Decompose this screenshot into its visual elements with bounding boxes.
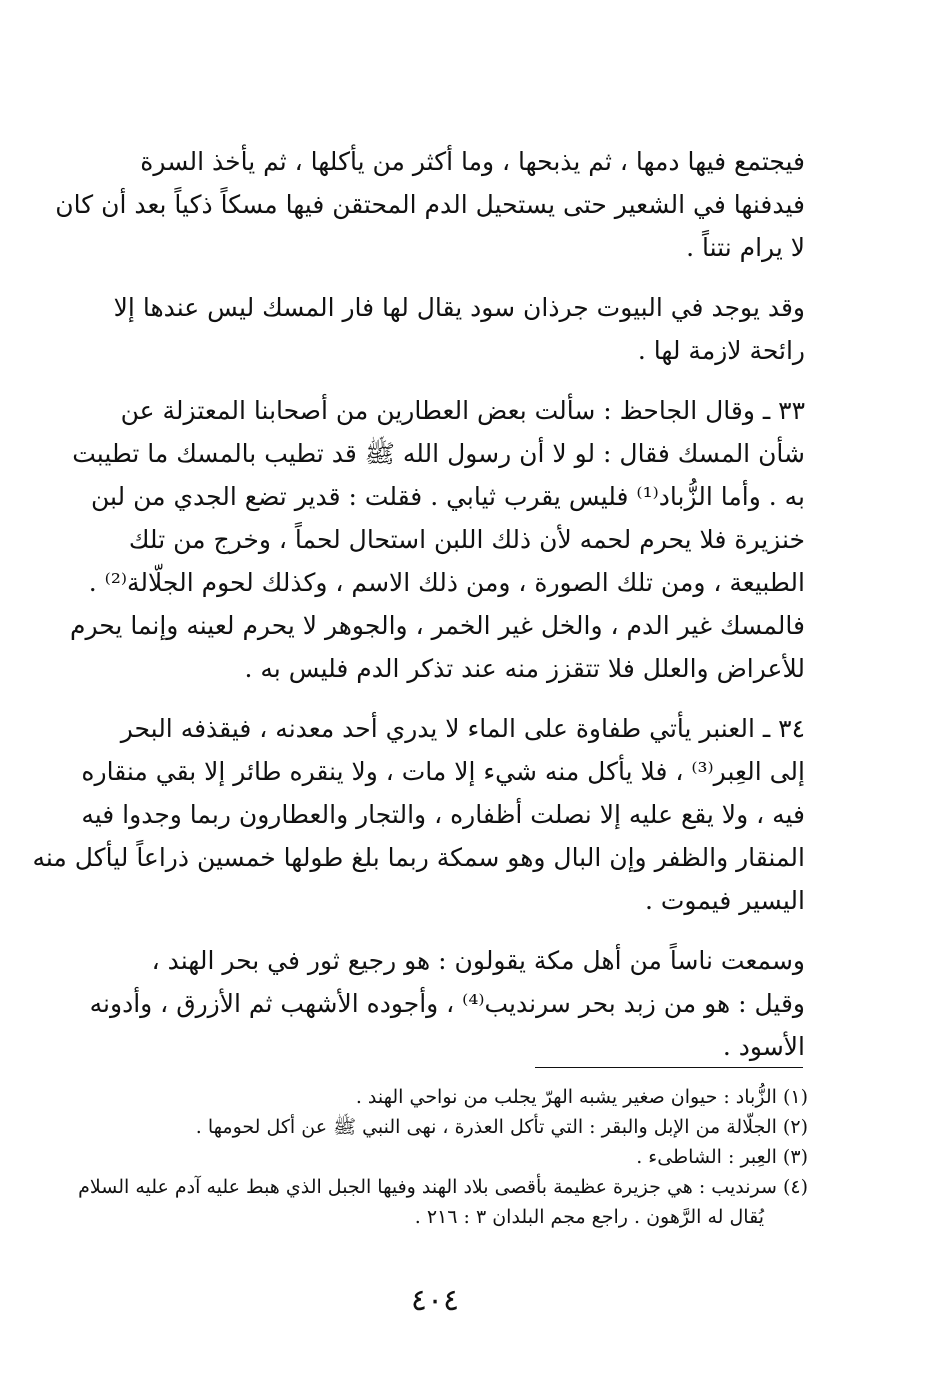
text-line: الأسود .	[722, 1032, 805, 1061]
page-number: ٤٠٤	[410, 1283, 460, 1318]
text-line: المنقار والظفر وإن البال وهو سمكة ربما بلغ طولها خمسين ذراعاً ليأكل منه	[32, 843, 805, 872]
footnote-4: (٤) سرنديب : هي جزيرة عظيمة بأقصى بلاد الهند وفيها الجبل الذي هبط عليه آدم عليه السلام	[78, 1176, 808, 1198]
text-line: شأن المسك فقال : لو لا أن رسول الله ﷺ قد تطيب بالمسك ما تطيبت	[72, 439, 805, 468]
text-line: فيدفنها في الشعير حتى يستحيل الدم المحتقن فيها مسكاً ذكياً بعد أن كان	[55, 190, 805, 219]
footnote-2: (٢) الجلّالة من الإبل والبقر : التي تأكل العذرة ، نهى النبي ﷺ عن أكل لحومها .	[195, 1116, 808, 1138]
text-line: به . وأما الزُّباد⁽¹⁾ فليس يقرب ثيابي . فقلت : قدير تضع الجدي من لبن	[90, 482, 805, 511]
text-line: وقيل : هو من زبد بحر سرنديب⁽⁴⁾ ، وأجوده الأشهب ثم الأزرق ، وأدونه	[89, 989, 805, 1018]
text-line: اليسير فيموت .	[645, 886, 805, 915]
text-line: وقد يوجد في البيوت جرذان سود يقال لها فار المسك ليس عندها إلا	[113, 293, 805, 322]
footnote-1: (١) الزُّباد : حيوان صغير يشبه الهرّ يجلب من نواحي الهند .	[355, 1086, 808, 1108]
text-line: فالمسك غير الدم ، والخل غير الخمر ، والجوهر لا يحرم لعينه وإنما يحرم	[70, 611, 805, 640]
paragraph-ambergris-origin	[89, 939, 805, 1068]
main-text	[32, 140, 805, 1068]
text-line: رائحة لازمة لها .	[637, 336, 805, 365]
text-line: خنزيرة فلا يحرم لحمه لأن ذلك اللبن استحال لحماً ، وخرج من تلك	[128, 525, 805, 554]
footnotes	[78, 1082, 808, 1232]
text-line: إلى العِبر⁽³⁾ ، فلا يأكل منه شيء إلا مات ، ولا ينقره طائر إلا بقي منقاره	[81, 757, 805, 786]
text-line: وسمعت ناساً من أهل مكة يقولون : هو رجيع ثور في بحر الهند ،	[151, 946, 805, 975]
text-line: ٣٤ ـ العنبر يأتي طفاوة على الماء لا يدري أحد معدنه ، فيقذفه البحر	[120, 714, 805, 743]
text-line: فيجتمع فيها دمها ، ثم يذبحها ، وما أكثر من يأكلها ، ثم يأخذ السرة	[140, 147, 805, 176]
text-line: ٣٣ ـ وقال الجاحظ : سألت بعض العطارين من أصحابنا المعتزلة عن	[120, 396, 805, 425]
text-line: لا يرام نتناً .	[686, 233, 805, 262]
footnote-4-continuation: يُقال له الرَّهون . راجع مجم البلدان ٣ : ٢١٦ .	[414, 1206, 764, 1228]
footnote-3: (٣) العِبر : الشاطىء .	[636, 1146, 808, 1168]
text-line: الطبيعة ، ومن تلك الصورة ، ومن ذلك الاسم ، وكذلك لحوم الجلّالة⁽²⁾ .	[88, 568, 805, 597]
paragraph-musk-preparation	[55, 140, 805, 269]
paragraph-34	[32, 707, 805, 922]
footnote-divider	[535, 1067, 803, 1068]
text-line: للأعراض والعلل فلا تتقزز منه عند تذكر الدم فليس به .	[244, 654, 805, 683]
text-line: فيه ، ولا يقع عليه إلا نصلت أظفاره ، والتجار والعطارون ربما وجدوا فيه	[81, 800, 805, 829]
paragraph-33	[70, 389, 805, 690]
paragraph-musk-rats	[97, 286, 805, 372]
